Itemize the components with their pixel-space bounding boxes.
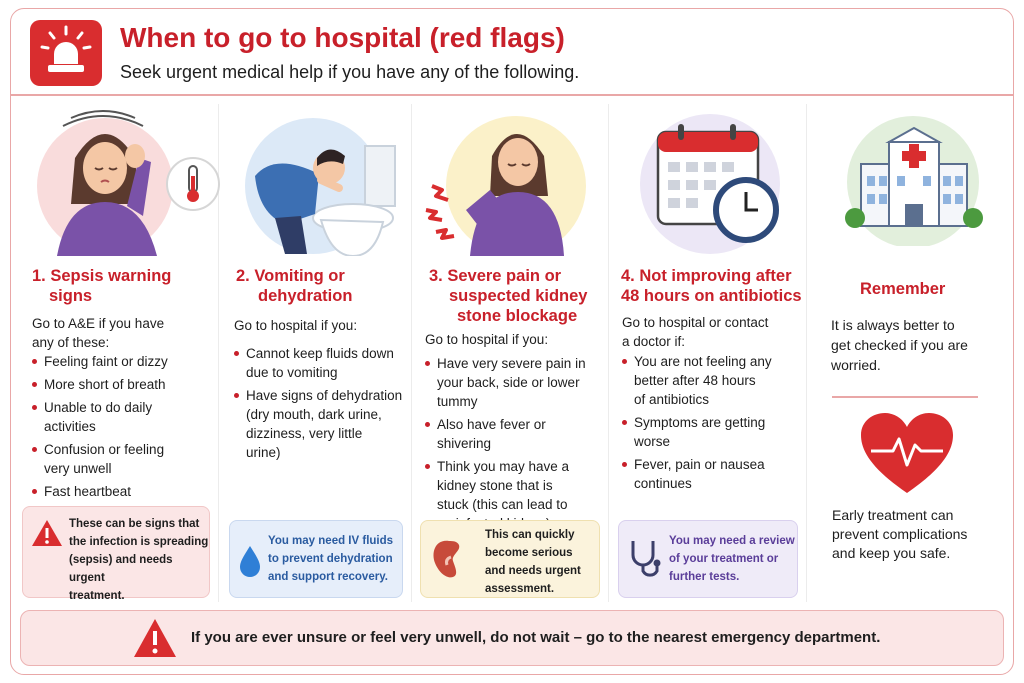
symptom-list xyxy=(234,344,409,466)
footer-text: If you are ever unsure or feel very unwell, do not wait – go to the nearest emergency department. xyxy=(191,629,881,646)
hospital-illustration xyxy=(825,106,995,246)
list-item: Think you may have a kidney stone that is stuck (this can lead to xyxy=(425,457,605,533)
warning-icon xyxy=(133,618,177,658)
iv-fluids-note: You may need IV fluids to prevent dehydration and support recovery. xyxy=(229,520,403,598)
water-drop-icon xyxy=(238,545,262,577)
heart-pulse-icon xyxy=(859,411,955,495)
symptom-list xyxy=(622,352,802,497)
list-item: Cannot keep fluids down due to vomiting xyxy=(234,344,409,382)
card-title: 4. Not improving after 48 hours on antibiotics xyxy=(621,267,802,305)
remember-text: It is always better to get checked if you are worried. xyxy=(831,317,968,373)
card-intro: Go to hospital or contact a doctor if: xyxy=(622,315,769,349)
early-treatment-text: Early treatment can prevent complications and keep you safe. xyxy=(832,507,968,561)
list-item: Fever, pain or nausea continues xyxy=(622,455,802,493)
page-subtitle: Seek urgent medical help if you have any of the following. xyxy=(120,62,580,82)
card-sepsis xyxy=(20,102,218,602)
symptom-list xyxy=(32,352,212,505)
sepsis-note: These can be signs that the infection is spreading (sepsis) and needs urgent treatment. xyxy=(22,506,210,598)
calendar-clock-illustration xyxy=(618,106,798,256)
list-item: Confusion or feeling very unwell xyxy=(32,440,212,478)
card-kidney-stone xyxy=(412,102,608,602)
header-divider xyxy=(10,94,1014,96)
alarm-light-icon xyxy=(30,20,102,86)
card-intro: Go to hospital if you: xyxy=(425,332,549,347)
stethoscope-icon xyxy=(627,537,661,581)
card-remember xyxy=(807,102,1012,602)
warning-icon xyxy=(31,519,63,547)
dizzy-woman-illustration xyxy=(27,106,223,258)
card-intro: Go to hospital if you: xyxy=(234,318,358,333)
back-pain-woman-illustration xyxy=(418,106,602,258)
list-item: Have very severe pain in your back, side or lower tummy xyxy=(425,354,605,411)
emergency-footer xyxy=(20,610,1004,666)
urgent-assessment-note: This can quickly become serious and needs urgent assessment. xyxy=(420,520,600,598)
remember-title: Remember xyxy=(860,280,946,298)
list-item: Have signs of dehydration (dry mouth, dark urine, dizziness, very little urine) xyxy=(234,386,409,462)
list-item: Also have fever or shivering xyxy=(425,415,605,453)
kidney-icon xyxy=(429,537,469,581)
list-item: Fast heartbeat xyxy=(32,482,212,501)
card-vomiting xyxy=(219,102,411,602)
list-item: Unable to do daily activities xyxy=(32,398,212,436)
review-note: You may need a review of your treatment or further tests. xyxy=(618,520,798,598)
card-title: 1. Sepsis warning signs xyxy=(32,267,172,305)
card-intro: Go to A&E if you have any of these: xyxy=(32,316,165,350)
card-title: 3. Severe pain or suspected kidney stone blockage xyxy=(429,267,588,325)
list-item: Symptoms are getting worse xyxy=(622,413,802,451)
symptom-list xyxy=(425,354,605,537)
list-item: You are not feeling any better after 48 hours of antibiotics xyxy=(622,352,802,409)
page-title: When to go to hospital (red flags) xyxy=(120,22,565,53)
list-item: Feeling faint or dizzy xyxy=(32,352,212,371)
remember-divider xyxy=(832,396,978,398)
card-title: 2. Vomiting or dehydration xyxy=(236,267,353,305)
list-item: More short of breath xyxy=(32,375,212,394)
vomiting-man-illustration xyxy=(225,106,405,256)
card-antibiotics xyxy=(609,102,806,602)
